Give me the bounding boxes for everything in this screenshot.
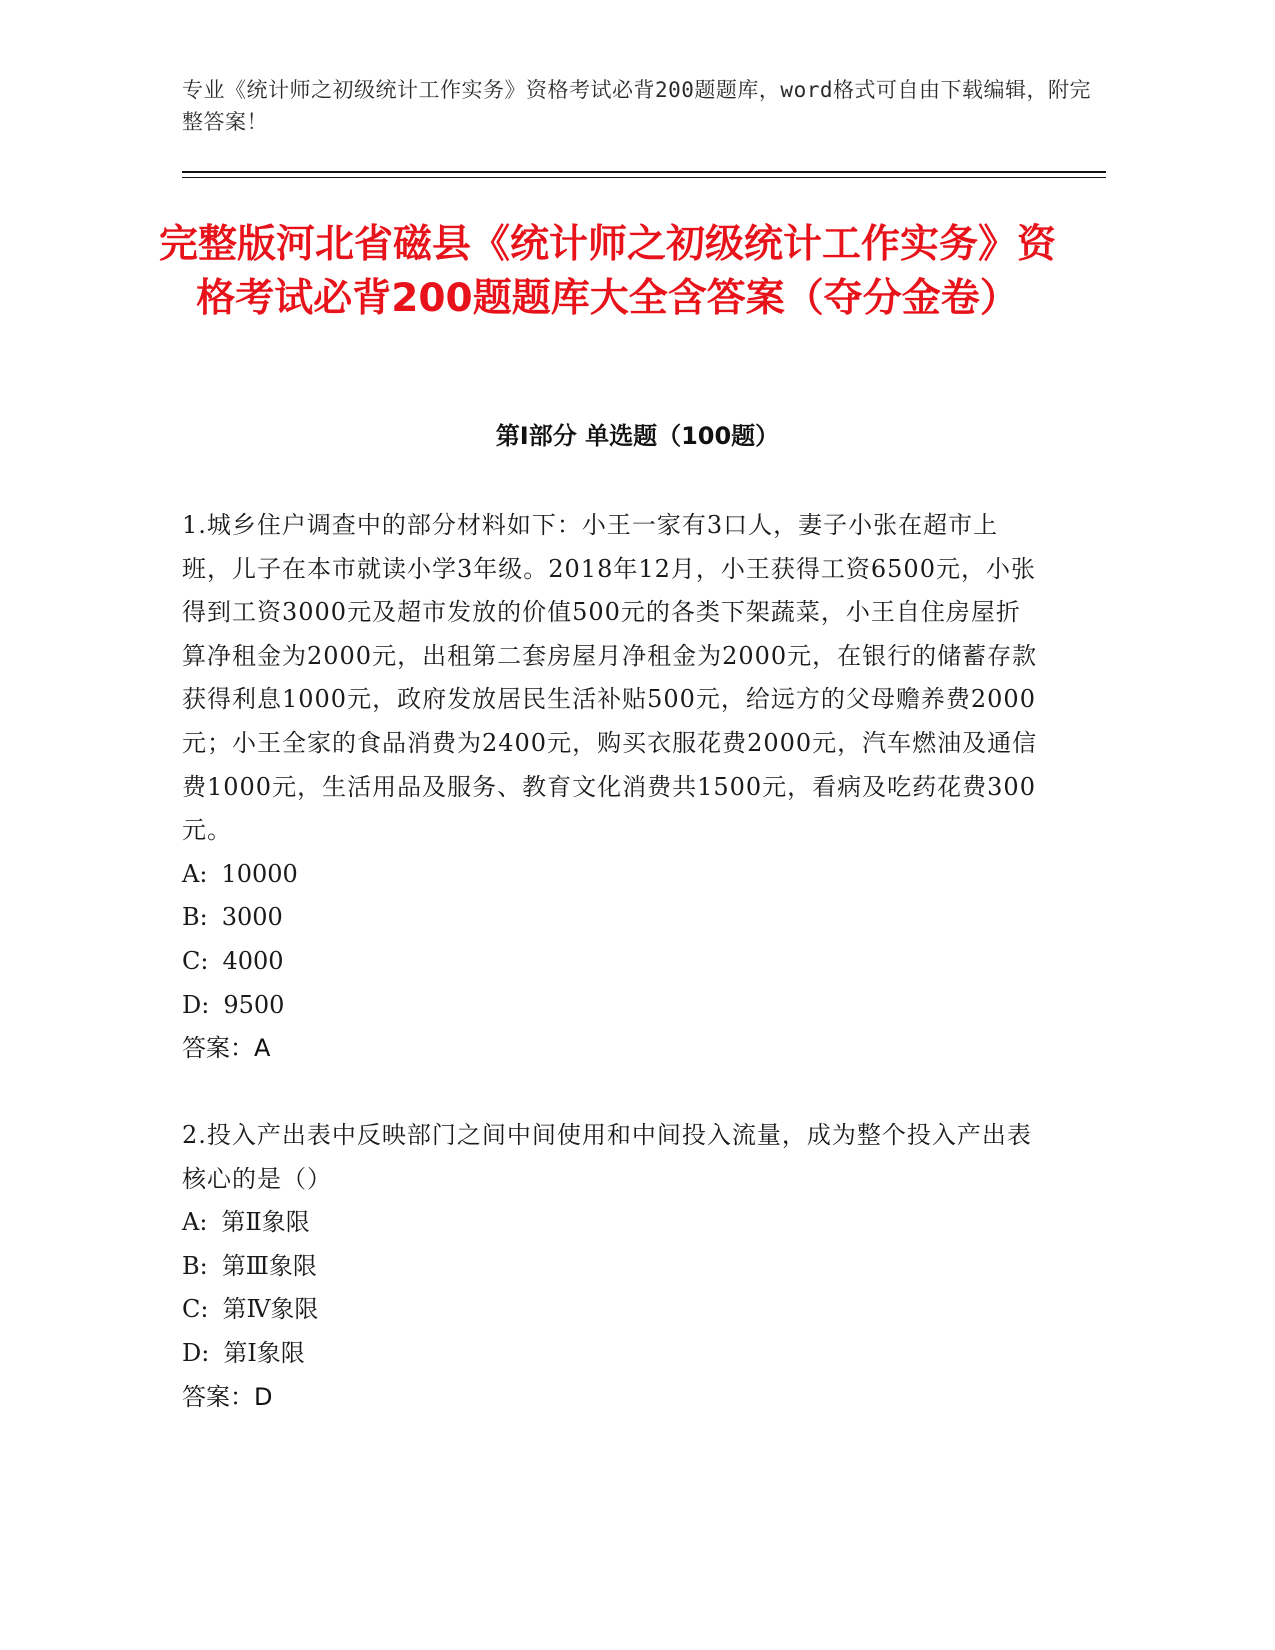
question-stem: 1.城乡住户调查中的部分材料如下：小王一家有3口人，妻子小张在超市上班，儿子在本市就读小学3年级。2018年12月，小王获得工资6500元，小张得到工资3000元及超市发放的价值500元的各类下架蔬菜，小王自住房屋折算净租金为2000元，出租第二套房屋月净租金为2000元，在银行的储蓄存款获得利息1000元，政府发放居民生活补贴500元，给远方的父母赡养费2000元；小王全家的食品消费为2400元，购买衣服花费2000元，汽车燃油及通信费1000元，生活用品及服务、教育文化消费共1500元，看病及吃药花费300元。: [182, 511, 1038, 845]
option-text: 第Ⅱ象限: [221, 1208, 310, 1237]
option-key: D:: [182, 1338, 210, 1367]
option-text: 3000: [221, 903, 283, 932]
option-c: [182, 940, 1042, 984]
option-key: A:: [182, 1208, 208, 1237]
section-title: 第I部分 单选题（100题）: [495, 422, 780, 450]
answer-label: 答案：: [182, 1034, 254, 1063]
option-text: 第Ⅰ象限: [223, 1338, 305, 1367]
option-text: 9500: [223, 990, 285, 1019]
answer-value: D: [254, 1382, 273, 1411]
option-key: D:: [182, 990, 210, 1019]
option-text: 第Ⅳ象限: [222, 1295, 319, 1324]
option-d: [182, 1332, 1042, 1376]
option-key: C:: [182, 946, 209, 975]
answer-value: A: [254, 1034, 271, 1063]
option-key: C:: [182, 1295, 209, 1324]
question-block: [182, 1114, 1042, 1419]
header-divider-thin: [182, 177, 1106, 178]
option-a: [182, 1201, 1042, 1245]
question-block: [182, 504, 1042, 1071]
header-note: 专业《统计师之初级统计工作实务》资格考试必背200题题库，word格式可自由下载编辑，附完整答案！: [182, 78, 1091, 134]
answer-label: 答案：: [182, 1382, 254, 1411]
option-key: B:: [182, 1251, 208, 1280]
option-text: 4000: [222, 946, 284, 975]
answer-line: [182, 1027, 1042, 1071]
option-a: [182, 853, 1042, 897]
option-text: 第Ⅲ象限: [221, 1251, 317, 1280]
option-key: A:: [182, 859, 208, 888]
option-c: [182, 1288, 1042, 1332]
document-title: 完整版河北省磁县《统计师之初级统计工作实务》资格考试必背200题题库大全含答案（夺分金卷）: [158, 222, 1056, 321]
option-key: B:: [182, 903, 208, 932]
question-stem: 2.投入产出表中反映部门之间中间使用和中间投入流量，成为整个投入产出表核心的是（）: [182, 1121, 1032, 1193]
header-divider-thick: [182, 171, 1106, 173]
answer-line: [182, 1376, 1042, 1420]
option-text: 10000: [221, 859, 298, 888]
option-b: [182, 896, 1042, 940]
option-d: [182, 984, 1042, 1028]
option-b: [182, 1245, 1042, 1289]
